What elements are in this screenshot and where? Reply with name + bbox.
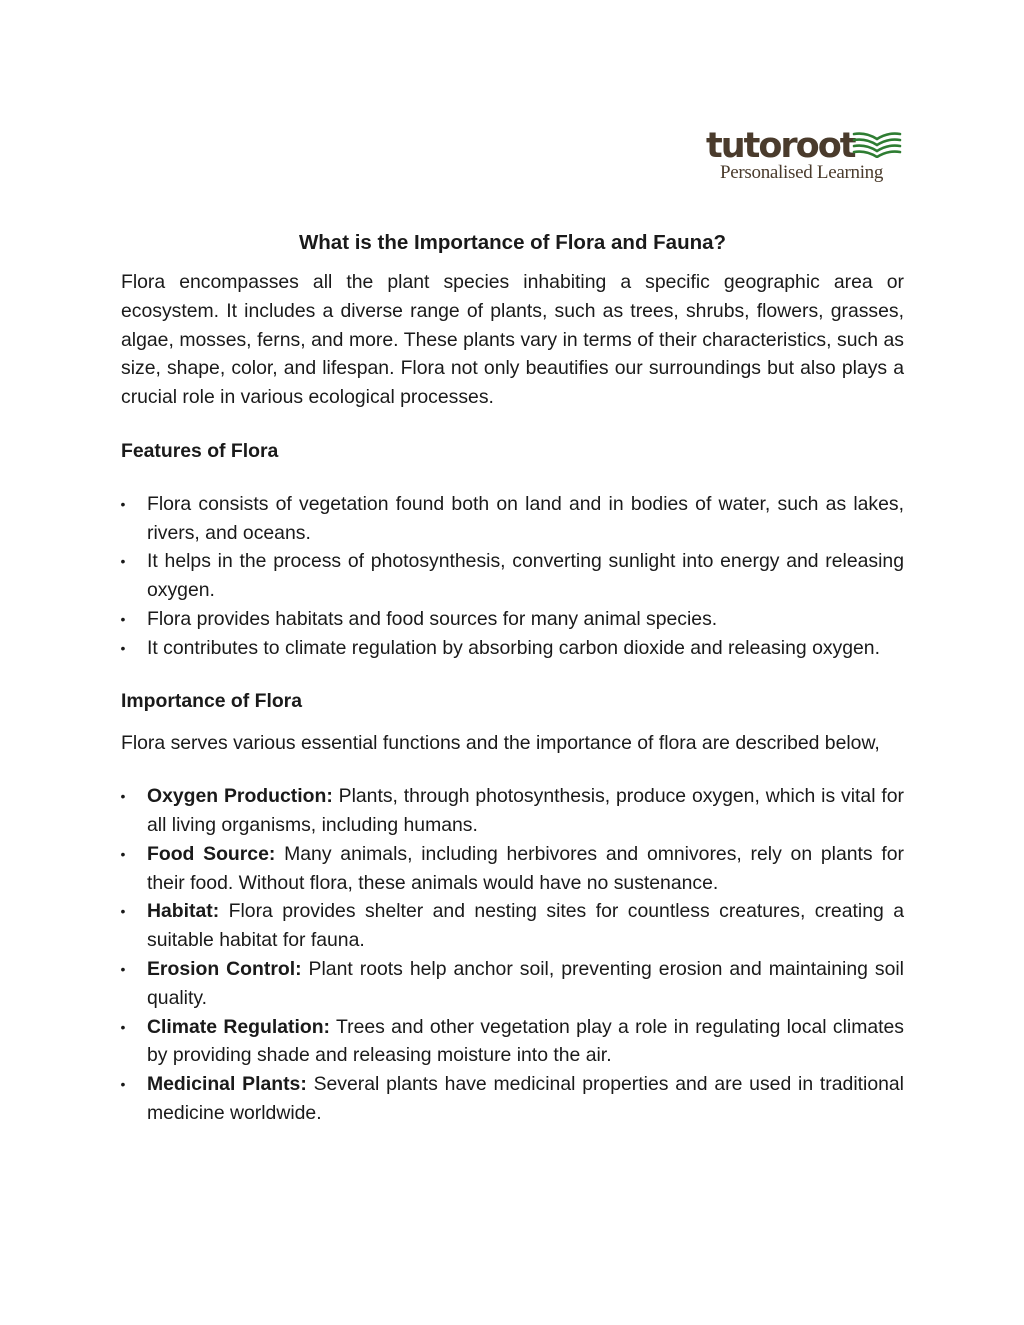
item-term: Medicinal Plants: (147, 1073, 307, 1096)
list-item: • Food Source: Many animals, including herbivores and omnivores, rely on plants for their food. Without flora, these animals would have no sustenance. (121, 840, 904, 898)
bullet-icon: • (120, 845, 126, 862)
list-item: • Medicinal Plants: Several plants have medicinal properties and are used in traditional medicine worldwide. (121, 1070, 904, 1128)
list-item: • It helps in the process of photosynthesis, converting sunlight into energy and releasing oxygen. (121, 547, 904, 605)
importance-intro: Flora serves various essential functions and the importance of flora are described below, (121, 732, 880, 755)
list-item: • Oxygen Production: Plants, through photosynthesis, produce oxygen, which is vital for all living organisms, including humans. (121, 782, 904, 840)
bullet-icon: • (120, 639, 126, 656)
bullet-icon: • (120, 495, 126, 512)
item-term: Oxygen Production: (147, 785, 333, 808)
page-title: What is the Importance of Flora and Fauna? (298, 231, 727, 254)
list-item: • Flora provides habitats and food sources for many animal species. (121, 605, 904, 634)
logo-tagline: Personalised Learning (720, 162, 884, 183)
bullet-icon: • (120, 1018, 126, 1035)
bullet-icon: • (120, 903, 126, 920)
list-item: • Habitat: Flora provides shelter and nesting sites for countless creatures, creating a suitable habitat for fauna. (121, 897, 904, 955)
list-item: • It contributes to climate regulation by absorbing carbon dioxide and releasing oxygen. (121, 634, 904, 663)
list-item: • Climate Regulation: Trees and other vegetation play a role in regulating local climates by providing shade and releasing moisture into the air. (121, 1013, 904, 1071)
features-heading: Features of Flora (121, 439, 279, 462)
features-list (121, 490, 904, 663)
open-book-icon (852, 130, 902, 158)
bullet-icon: • (120, 553, 126, 570)
list-item: • Erosion Control: Plant roots help anchor soil, preventing erosion and maintaining soil quality. (121, 955, 904, 1013)
bullet-icon: • (120, 960, 126, 977)
bullet-icon: • (120, 788, 126, 805)
importance-list (121, 782, 904, 1128)
importance-heading: Importance of Flora (121, 689, 303, 712)
logo-wordmark: tutoroot (706, 126, 855, 166)
list-item: • Flora consists of vegetation found both on land and in bodies of water, such as lakes, rivers, and oceans. (121, 490, 904, 548)
item-term: Erosion Control: (147, 957, 302, 980)
bullet-icon: • (120, 1076, 126, 1093)
document-body (121, 228, 904, 1128)
tutoroot-logo (706, 126, 906, 188)
intro-paragraph: Flora encompasses all the plant species inhabiting a specific geographic area or ecosystem. It includes a diverse range of plants, such as trees, shrubs, flowers, grasses, algae, mosses, ferns, and more. These plants vary in terms of their characteristics, such as size, shape, color, and lifespan. Flora not only beautifies our surroundings but also plays a crucial role in various ecological processes. (121, 271, 904, 409)
item-term: Climate Regulation: (147, 1015, 331, 1038)
item-term: Food Source: (147, 842, 276, 865)
bullet-icon: • (120, 610, 126, 627)
item-term: Habitat: (147, 900, 220, 923)
